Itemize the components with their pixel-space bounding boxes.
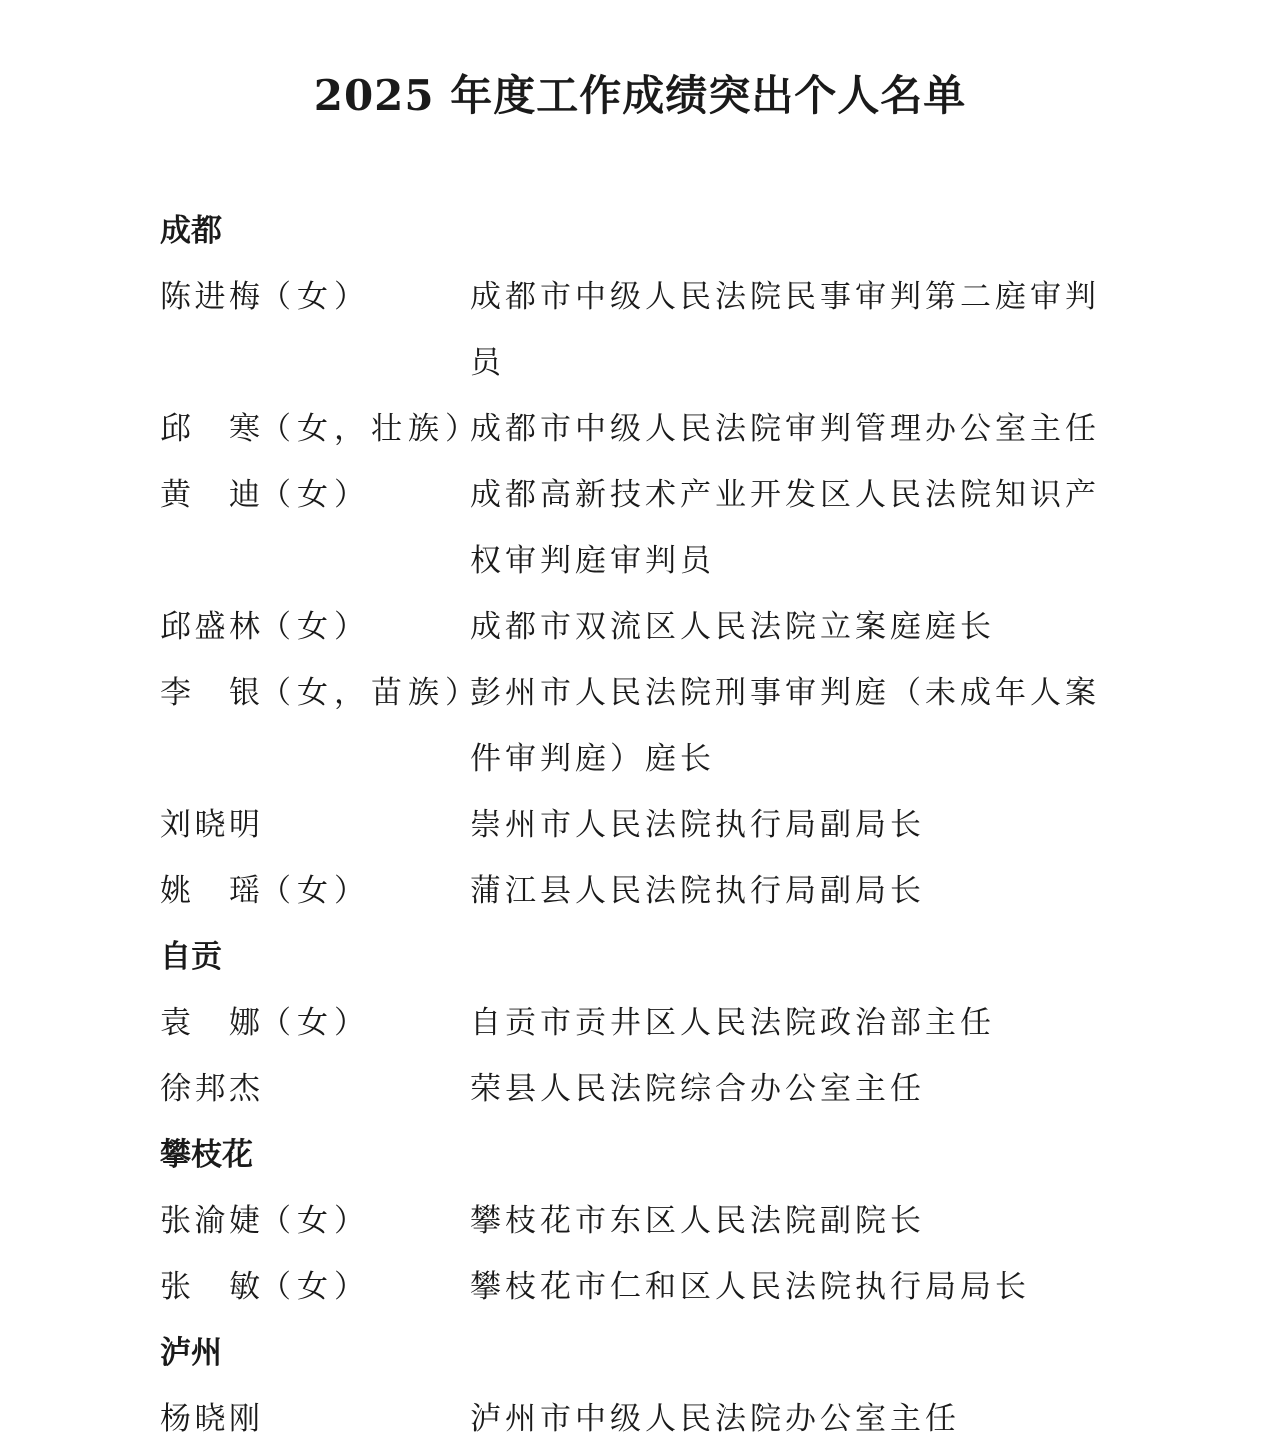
person-name: 陈进梅 [160, 279, 260, 315]
person-row [160, 1056, 1160, 1122]
person-row [160, 594, 1160, 660]
person-note: （女） [260, 477, 371, 513]
person-row [160, 264, 1160, 396]
person-position: 彭州市人民法院刑事审判庭（未成年人案件审判庭）庭长 [470, 675, 1100, 777]
person-name: 姚瑶 [160, 873, 260, 909]
person-name: 袁娜 [160, 1005, 260, 1041]
person-row [160, 792, 1160, 858]
person-position: 蒲江县人民法院执行局副局长 [470, 873, 925, 909]
person-name: 邱寒 [160, 411, 260, 447]
person-row [160, 1386, 1160, 1452]
person-row [160, 462, 1160, 594]
region-group [160, 1122, 1160, 1320]
person-note: （女） [260, 1005, 371, 1041]
person-position: 成都市双流区人民法院立案庭庭长 [470, 609, 995, 645]
document-title: 2025 年度工作成绩突出个人名单 [313, 71, 967, 120]
person-name-cell [160, 660, 482, 792]
region-heading: 攀枝花 [160, 1137, 253, 1173]
person-position: 成都高新技术产业开发区人民法院知识产权审判庭审判员 [470, 477, 1100, 579]
person-row [160, 396, 1160, 462]
person-name-cell [160, 1386, 470, 1452]
person-note: （女，苗族） [260, 675, 482, 711]
person-name: 黄迪 [160, 477, 260, 513]
person-position: 自贡市贡井区人民法院政治部主任 [470, 1005, 995, 1041]
person-name-cell [160, 264, 470, 396]
person-row [160, 1188, 1160, 1254]
person-name-cell [160, 594, 470, 660]
person-row [160, 660, 1160, 792]
person-position: 攀枝花市仁和区人民法院执行局局长 [470, 1269, 1030, 1305]
person-position: 荣县人民法院综合办公室主任 [470, 1071, 925, 1107]
person-position: 成都市中级人民法院民事审判第二庭审判员 [470, 279, 1100, 381]
region-group [160, 1320, 1160, 1452]
person-note: （女，壮族） [260, 411, 482, 447]
region-heading: 自贡 [160, 939, 222, 975]
person-position: 泸州市中级人民法院办公室主任 [470, 1401, 960, 1437]
person-name: 张渝婕 [160, 1203, 260, 1239]
person-note: （女） [260, 1203, 371, 1239]
person-name: 张敏 [160, 1269, 260, 1305]
person-name-cell [160, 1254, 470, 1320]
person-note: （女） [260, 609, 371, 645]
person-note: （女） [260, 1269, 371, 1305]
person-note: （女） [260, 873, 371, 909]
region-group [160, 924, 1160, 1122]
person-name: 徐邦杰 [160, 1071, 260, 1107]
person-name: 邱盛林 [160, 609, 260, 645]
person-row [160, 990, 1160, 1056]
person-position: 攀枝花市东区人民法院副院长 [470, 1203, 925, 1239]
person-position: 成都市中级人民法院审判管理办公室主任 [470, 411, 1100, 447]
region-group [160, 198, 1160, 924]
person-row [160, 858, 1160, 924]
person-name-cell [160, 462, 470, 594]
person-name-cell [160, 990, 470, 1056]
person-name-cell [160, 792, 470, 858]
person-name-cell [160, 858, 470, 924]
person-name-cell [160, 1188, 470, 1254]
person-name-cell [160, 396, 482, 462]
region-heading: 成都 [160, 213, 222, 249]
person-name: 杨晓刚 [160, 1401, 260, 1437]
honor-list [160, 198, 1160, 1452]
region-heading: 泸州 [160, 1335, 222, 1371]
person-position: 崇州市人民法院执行局副局长 [470, 807, 925, 843]
person-note: （女） [260, 279, 371, 315]
person-name: 李银 [160, 675, 260, 711]
person-row [160, 1254, 1160, 1320]
person-name: 刘晓明 [160, 807, 260, 843]
person-name-cell [160, 1056, 470, 1122]
